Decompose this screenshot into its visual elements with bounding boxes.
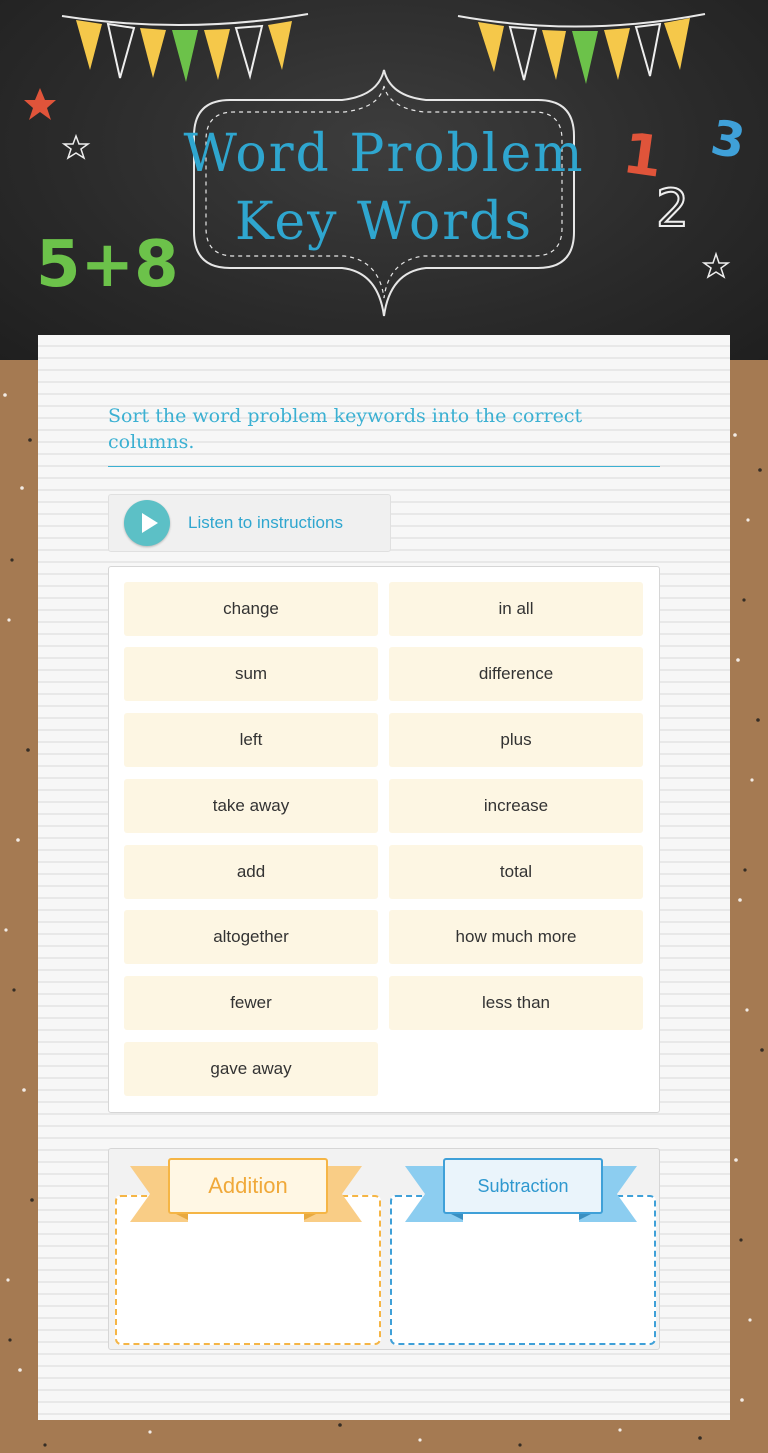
word-card[interactable]: left (124, 713, 378, 767)
instructions-text: Sort the word problem keywords into the correct columns. (108, 403, 660, 467)
word-card[interactable]: increase (389, 779, 643, 833)
doodle-1: 1 (618, 121, 667, 191)
word-card[interactable]: take away (124, 779, 378, 833)
subtraction-drop-zone[interactable] (390, 1195, 656, 1345)
subtraction-column-label: Subtraction (443, 1158, 603, 1214)
word-card[interactable]: total (389, 845, 643, 899)
word-card[interactable]: sum (124, 647, 378, 701)
star-icon (24, 88, 56, 120)
star-icon (704, 254, 728, 277)
doodle-2: 2 (656, 179, 690, 239)
listen-button[interactable] (108, 494, 391, 552)
word-card[interactable]: in all (389, 582, 643, 636)
addition-column-label: Addition (168, 1158, 328, 1214)
word-card[interactable]: gave away (124, 1042, 378, 1096)
word-card[interactable]: less than (389, 976, 643, 1030)
word-card[interactable]: change (124, 582, 378, 636)
play-icon[interactable] (124, 500, 170, 546)
doodle-5: 5+8 (36, 228, 179, 302)
word-card[interactable]: plus (389, 713, 643, 767)
word-card[interactable]: altogether (124, 910, 378, 964)
word-card[interactable]: how much more (389, 910, 643, 964)
bunting-right-icon (458, 14, 705, 84)
addition-drop-zone[interactable] (115, 1195, 381, 1345)
chalkboard-header (0, 0, 768, 360)
listen-label: Listen to instructions (188, 513, 343, 532)
word-card[interactable]: difference (389, 647, 643, 701)
word-card[interactable]: fewer (124, 976, 378, 1030)
page-title-line2: Key Words (234, 192, 534, 252)
doodle-3: 3 (706, 109, 750, 171)
word-card[interactable]: add (124, 845, 378, 899)
word-bank (108, 566, 660, 1113)
bunting-left-icon (62, 14, 308, 82)
page-title-line1: Word Problem (183, 124, 585, 184)
